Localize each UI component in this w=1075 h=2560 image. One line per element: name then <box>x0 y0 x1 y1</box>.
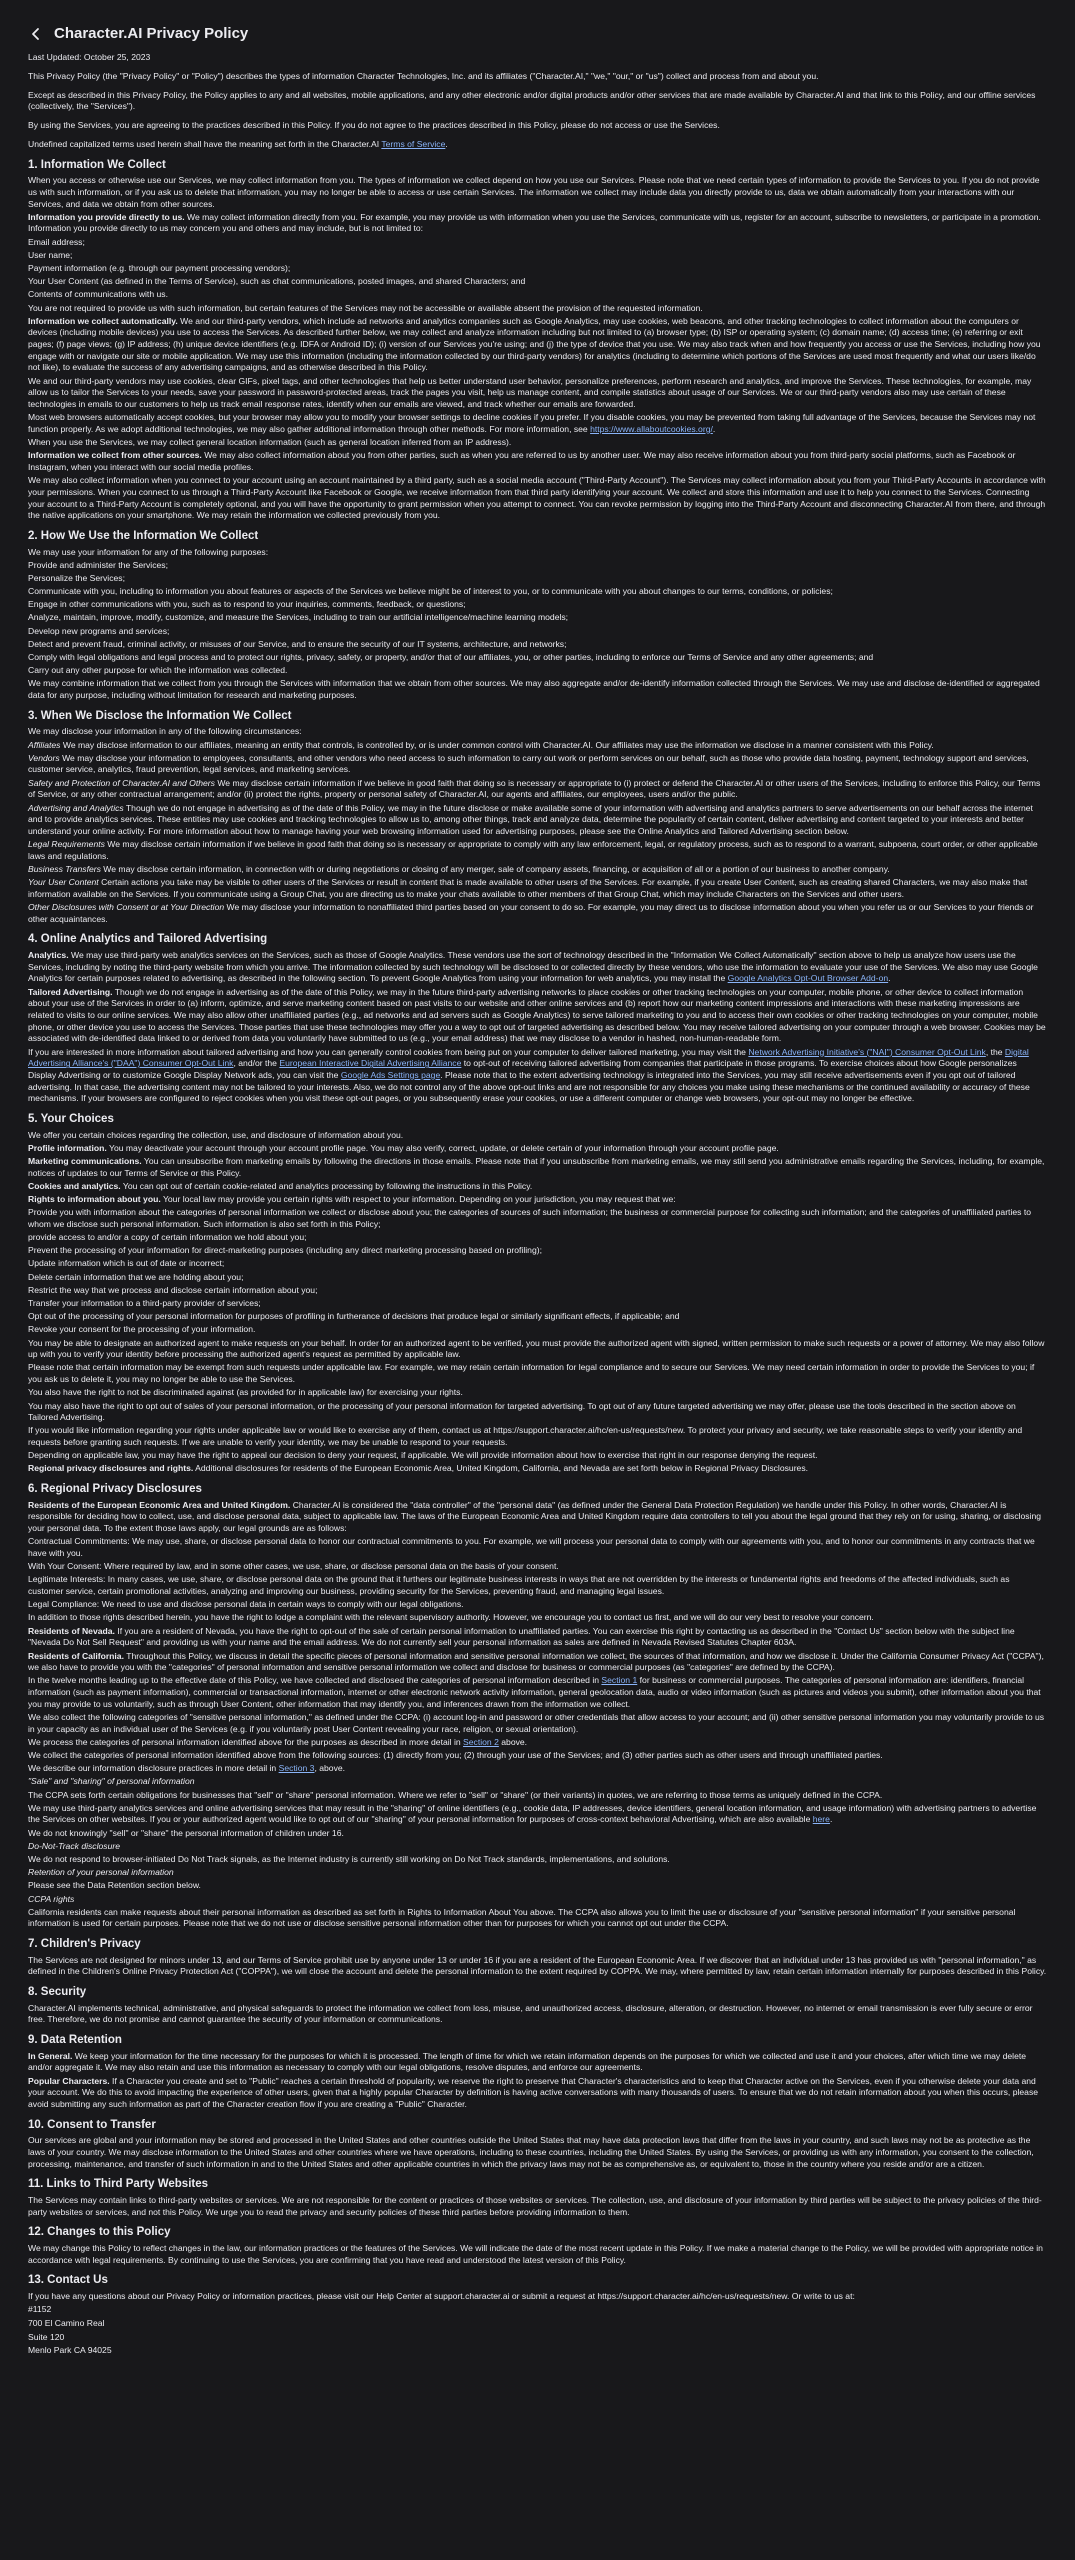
paragraph: If you would like information regarding your rights under applicable law or would like to exercise any of them, contact us at https://support.character.ai/hc/en-us/requests/new. To protect your privacy and security, we take reasonable steps to verify your identity and requests before granting such requests. If we are unable to verify your identity, we may be unable to respond to your requests. <box>28 1425 1023 1448</box>
paragraph: Information you provide directly to us. We may collect information directly from you. For example, you may provide us with information when you use the Services, communicate with us, register for an account, subscribe to newsletters, or participate in a promotion. Information you provide directly to us may concern you and others and may include, but is not limited to: <box>28 211 1041 234</box>
list-item: User name; <box>28 249 73 260</box>
paragraph: Information we collect from other sources. We may also collect information about you from other parties, such as when you are referred to us by another user. We may also receive information about you from third-party social platforms, such as Facebook or Instagram, when you interact with our social media profiles. <box>28 450 1016 472</box>
paragraph: California residents can make requests about their personal information as described as set forth in Rights to Information About You above. The CCPA also allows you to limit the use or disclosure of your "sensitive personal information" if your sensitive personal information is used for certain purposes. Please note that we do not use or disclose sensitive personal information other than for purposes for which you cannot opt out under the CCPA. <box>28 1906 1016 1929</box>
list-item: provide access to and/or a copy of certain information we hold about you; <box>28 1232 307 1243</box>
list-item: Analyze, maintain, improve, modify, customize, and measure the Services, including to train our artificial intelligence/machine learning models; <box>28 612 569 623</box>
paragraph: Vendors We may disclose your information to employees, consultants, and other vendors who need access to such information to carry out work or perform services on our behalf, such as those who provide data hosting, payment, technology support and services, customer service, analytics, fraud prevention, legal services, and marketing services. <box>28 752 1029 775</box>
list-item: Provide and administer the Services; <box>28 559 168 570</box>
paragraph: Popular Characters. If a Character you create and set to "Public" reaches a certain threshold of popularity, we reserve the right to preserve that Character's characteristics and to keep that Character active on the Services, even if you otherwise delete your data and your account. We do this to avoid impacting the experience of other users, given that a highly popular Character by definition is having active conversations with many thousands of users. To ensure that we do not retain information about you when this occurs, please avoid submitting any such information as part of the Character creation flow if you are creating a "Public" Character. <box>28 2075 1039 2110</box>
paragraph: The Services are not designed for minors under 13, and our Terms of Service prohibit use by anyone under 13 or under 16 if you are a resident of the European Economic Area. If we discover that an individual under 13 has provided us with "personal information," as defined in the Children's Online Privacy Protection Act ("COPPA"), we will close the account and delete the personal information to the extent required by COPPA. We may, where permitted by law, retain certain information internally for purposes described in this Policy. <box>28 1954 1047 1977</box>
paragraph: Analytics. We may use third-party web analytics services on the Services, such as those of Google Analytics. These vendors use the sort of technology described in the "Information We Collect Automatically" section above to help us analyze how users use the Services, including by noting the third-party website from which you arrive. The information collected by such technology will be disclosed to or collected directly by these vendors, who use the information to evaluate your use of the Services. We also may use Google Analytics for certain purposes related to advertising, as described in the following section. To prevent Google Analytics from using your information for web analytics, you may install the Google Analytics Opt-Out Browser Add-on. <box>28 950 1038 984</box>
paragraph: The CCPA sets forth certain obligations for businesses that "sell" or "share" personal information. Where we refer to "sell" or "share" (or their variants) in quotes, we are referring to those terms as uniquely defined in the CCPA. <box>28 1789 883 1800</box>
paragraph: When you access or otherwise use our Services, we may collect information from you. The types of information we collect depend on how you use our Services. Please note that we need certain types of information to provide the Services to you. If you do not provide us with such information, or if you ask us to delete that information, you may no longer be able to access or use certain Services. The information we collect may include data you directly provide to us, data we obtain automatically from your interactions with our Services, and data we obtain from other sources. <box>28 175 1040 209</box>
section-heading: 12. Changes to this Policy <box>28 2226 171 2239</box>
paragraph: Safety and Protection of Character.AI and Others We may disclose certain information if we believe in good faith that doing so is necessary or appropriate to (i) protect or defend the Character.AI or other users of the Services, including to enforce this Policy, our Terms of Service, or any other contractual arrangement; and/or (ii) protect the rights, property or personal safety of Character.AI, our agents and affiliates, our employees, users and/or the public. <box>28 777 1041 800</box>
section-heading: 1. Information We Collect <box>28 158 166 171</box>
paragraph: Legal Compliance: We need to use and disclose personal data in certain ways to comply with our legal obligations. <box>28 1599 464 1610</box>
list-item: Transfer your information to a third-party provider of services; <box>28 1298 261 1309</box>
paragraph: Marketing communications. You can unsubscribe from marketing emails by following the directions in those emails. Please note that if you unsubscribe from marketing emails, we may still send you administrative emails regarding the Services, including, for example, notices of updates to our Terms of Service or this Policy. <box>28 1155 1045 1178</box>
section-2-link[interactable]: Section 2 <box>463 1736 499 1747</box>
paragraph: With Your Consent: Where required by law, and in some other cases, we use, share, or disclose personal data on the basis of your consent. <box>28 1561 559 1572</box>
paragraph: In the twelve months leading up to the effective date of this Policy, we have collected and disclosed the categories of personal information described in Section 1 for business or commercial purposes. The categories of personal information are: identifiers, financial information (such as payment information), commercial or transactional information, internet or other electronic network activity information, general geolocation data, audio or video information (such as pictures and videos you submit), other information about you that you may provide to us voluntarily, such as through User Content, other information that may identify you, and inferences drawn from the information we collect. <box>28 1675 1041 1709</box>
list-item: Carry out any other purpose for which the information was collected. <box>28 665 288 676</box>
paragraph: We describe our information disclosure practices in more detail in Section 3, above. <box>28 1763 346 1774</box>
section-heading: 3. When We Disclose the Information We Collect <box>28 709 292 722</box>
paragraph: Legal Requirements We may disclose certain information if we believe in good faith that doing so is necessary or appropriate to comply with any law enforcement, legal, or regulatory process, such as to respond to a warrant, subpoena, court order, or other applicable laws and regulations. <box>28 839 1038 861</box>
list-item: Detect and prevent fraud, criminal activity, or misuses of our Service, and to ensure the security of our IT systems, architecture, and networks; <box>28 638 567 649</box>
google-ads-settings-link[interactable]: Google Ads Settings page <box>340 1069 441 1080</box>
paragraph: Please see the Data Retention section below. <box>28 1880 201 1891</box>
edaa-link[interactable]: European Interactive Digital Advertising Alliance <box>279 1058 462 1069</box>
paragraph: Profile information. You may deactivate your account through your account profile page. You may also verify, correct, update, or delete certain of your information through your account profile page. <box>28 1142 779 1153</box>
paragraph: Other Disclosures with Consent or at Your Direction We may disclose your information to nonaffiliated third parties based on your consent to do so. For example, you may direct us to disclose information about you when you refer us or our Services to your friends or other acquaintances. <box>28 902 1034 924</box>
paragraph: We do not respond to browser-initiated Do Not Track signals, as the Internet industry is currently still working on Do Not Track standards, implementations, and solutions. <box>28 1854 670 1865</box>
list-item: Email address; <box>28 236 85 247</box>
opt-out-here-link[interactable]: here <box>812 1814 830 1825</box>
paragraph: We may change this Policy to reflect changes in the law, our information practices or the features of the Services. We will indicate the date of the most recent update in this Policy. If we make a material change to the Policy, we will be provided with appropriate notice in accordance with legal requirements. By continuing to use the Services, you are confirming that you have read and understood the latest version of this Policy. <box>28 2243 1043 2265</box>
section-heading: 4. Online Analytics and Tailored Advertising <box>28 933 268 946</box>
paragraph: You may be able to designate an authorized agent to make requests on your behalf. In order for an authorized agent to be verified, you must provide the authorized agent with signed, written permission to make such requests or a power of attorney. We may also follow up with you to verify your identity before processing the authorized agent's request as permitted by applicable law. <box>28 1337 1045 1360</box>
paragraph: Residents of California. Throughout this Policy, we discuss in detail the specific pieces of personal information and sensitive personal information we collect, the sources of that information, and how we disclose it. Under the California Consumer Privacy Act ("CCPA"), we also have to provide you with the "categories" of personal information and sensitive personal information we collect and disclose for business or commercial purposes (as "categories" are defined by the CCPA). <box>28 1650 1044 1673</box>
section-heading: 11. Links to Third Party Websites <box>28 2178 209 2191</box>
section-heading: 2. How We Use the Information We Collect <box>28 529 259 542</box>
arrow-left-icon[interactable] <box>28 26 44 42</box>
paragraph: Business Transfers We may disclose certain information, in connection with or during negotiations or closing of any merger, sale of company assets, financing, or acquisition of all or a portion of our business to another company. <box>28 863 890 874</box>
section-heading: 9. Data Retention <box>28 2034 122 2047</box>
paragraph: Advertising and Analytics Though we do not engage in advertising as of the date of this Policy, we may in the future disclose or make available some of your information with advertising and analytics partners to serve advertisements on our behalf across the internet and to provide analytics services. These entities may use cookies and tracking technologies to allow us to, among other things, track and analyze data, determine the popularity of certain content, deliver advertising and content targeted to your interests and better understand your online activity. For more information about how to manage having your web browsing information used for advertising purposes, please see the Online Analytics and Tailored Advertising section below. <box>28 802 1033 836</box>
allaboutcookies-link[interactable]: https://www.allaboutcookies.org/ <box>590 423 713 434</box>
paragraph: Cookies and analytics. You can opt out of certain cookie-related and analytics processing by following the instructions in this Policy. <box>28 1180 533 1191</box>
paragraph: We may also collect information when you connect to your account using an account maintained by a third party, such as a social media account ("Third-Party Account"). The Services may collect information about you from your Third-Party Accounts in accordance with your permissions. When you connect to us through a Third-Party Account like Facebook or Google, we receive information from that third party identifying your account. We collect and store this information and use it to help you connect to the Services. Connecting your account to a Third-Party Account is completely optional, and you will have the opportunity to grant permission when you attempt to connect. You can revoke permission by logging into the Third-Party Account and disconnecting Character.AI from there, and through the native applications on your smartphone. We may retain the information we collected previously from you. <box>28 475 1046 521</box>
paragraph: We do not knowingly "sell" or "share" the personal information of children under 16. <box>28 1827 344 1838</box>
address-line: #1152 <box>28 2304 52 2315</box>
paragraph: You are not required to provide us with such information, but certain features of the Services may not be accessible or available absent the provision of the requested information. <box>28 302 703 313</box>
list-item: Opt out of the processing of your personal information for purposes of profiling in furtherance of decisions that produce legal or similarly significant effects, if applicable; and <box>28 1311 680 1322</box>
address-line: Suite 120 <box>28 2331 65 2342</box>
paragraph: Contractual Commitments: We may use, share, or disclose personal data to honor our contractual commitments to you. For example, we will process your personal data to comply with our agreements with you, and to honor our commitments in any contracts that we have with you. <box>28 1536 1035 1559</box>
list-item: Prevent the processing of your information for direct-marketing purposes (including any direct marketing processing based on profiling); <box>28 1245 542 1256</box>
paragraph: We may disclose your information in any of the following circumstances: <box>28 726 302 737</box>
subheading: Retention of your personal information <box>28 1867 174 1878</box>
list-item: Revoke your consent for the processing of your information. <box>28 1324 256 1335</box>
paragraph: The Services may contain links to third-party websites or services. We are not responsible for the content or practices of those websites or services. The collection, use, and disclosure of your information by third parties will be subject to the privacy policies of the third-party websites or services, and not this Policy. We urge you to read the privacy and security policies of these third parties before providing information to them. <box>28 2195 1042 2217</box>
paragraph: Most web browsers automatically accept cookies, but your browser may allow you to modify your browser settings to decline cookies if you prefer. If you disable cookies, you may be prevented from taking full advantage of the Services, because the Services may not function properly. As we adopt additional technologies, we may also gather additional information through other methods. For more information, see https://www.allaboutcookies.org/. <box>28 412 1036 434</box>
paragraph: Our services are global and your information may be stored and processed in the United States and other countries outside the United States that may have data protection laws that differ from the laws in your country, and such laws may not be as protective as the laws of your country. We may disclose information to the United States and other countries where we have operations, including to these countries, including the United States. By using the Services, or providing us with any information, you consent to the collection, processing, maintenance, and transfer of such information in and to the United States and other applicable countries in which the privacy laws may not be as comprehensive as, or equivalent to, those in the country where you reside and/or are a citizen. <box>28 2135 1034 2169</box>
paragraph: You also have the right to not be discriminated against (as provided for in applicable law) for exercising your rights. <box>28 1387 463 1398</box>
paragraph: Residents of the European Economic Area and United Kingdom. Character.AI is considered the "data controller" of the "personal data" (as defined under the General Data Protection Regulation) we handle under this Policy. In other words, Character.AI is responsible for deciding how to collect, use, and disclose personal data, subject to applicable law. The laws of the European Economic Area and United Kingdom require data controllers to tell you about the legal ground that they rely on for using, sharing, or disclosing your personal data. To the extent those laws apply, our legal grounds are as follows: <box>28 1499 1042 1534</box>
terms-of-service-link[interactable]: Terms of Service <box>381 138 446 149</box>
paragraph: In addition to those rights described herein, you have the right to lodge a complaint with the relevant supervisory authority. However, we encourage you to contact us first, and we will do our very best to resolve your concern. <box>28 1612 874 1623</box>
paragraph: Your User Content Certain actions you take may be visible to other users of the Services or result in content that is made available to other users of the Services. For example, if you create User Content, such as creating shared Characters, we may also make that information available on the Services. If you communicate using a Group Chat, you are directing us to make your chats available to other members of that Group Chat, which may include Characters on the Services and other users. <box>28 877 1028 899</box>
section-3-link[interactable]: Section 3 <box>278 1763 315 1774</box>
paragraph: Regional privacy disclosures and rights. Additional disclosures for residents of the European Economic Area, United Kingdom, California, and Nevada are set forth below in Regional Privacy Disclosures. <box>28 1463 809 1474</box>
list-item: Contents of communications with us. <box>28 289 168 300</box>
list-item: Payment information (e.g. through our payment processing vendors); <box>28 262 291 273</box>
nai-opt-out-link[interactable]: Network Advertising Initiative's ("NAI") Consumer Opt-Out Link <box>748 1046 986 1057</box>
paragraph: We also collect the following categories of "sensitive personal information," as defined under the CCPA: (i) account log-in and password or other credentials that allow access to your account; and (ii) other sensitive personal information you may voluntarily provide to us in your capacity as an individual user of the Services (e.g. if you voluntarily post User Content revealing your race, religion, or sexual orientation). <box>28 1711 1045 1734</box>
paragraph: We process the categories of personal information identified above for the purposes as described in more detail in Section 2 above. <box>28 1736 528 1747</box>
paragraph: Character.AI implements technical, administrative, and physical safeguards to protect the information we collect from loss, misuse, and unauthorized access, disclosure, alteration, or destruction. However, no internet or email transmission is ever fully secure or error free. Therefore, we do not promise and cannot guarantee the security of your information or communications. <box>28 2002 1033 2025</box>
list-item: Communicate with you, including to information you about features or aspects of the Services we believe might be of interest to you, or to communicate with you about changes to our terms, conditions, or policies; <box>28 586 833 597</box>
list-item: Engage in other communications with you, such as to respond to your inquiries, comments, feedback, or questions; <box>28 599 466 610</box>
paragraph: We and our third-party vendors may use cookies, clear GIFs, pixel tags, and other technologies that help us better understand user behavior, personalize preferences, perform research and analytics, and improve the Services. These technologies, for example, may allow us to tailor the Services to your needs, save your password in password-protected areas, track the pages you visit, help us manage content, and compile statistics about usage of our Services. We or our third-party vendors also may use certain of these technologies in emails to our customers to help us track email response rates, identify when our emails are viewed, and track whether our emails are forwarded. <box>28 375 1032 410</box>
section-1-link[interactable]: Section 1 <box>601 1675 638 1686</box>
section-heading: 10. Consent to Transfer <box>28 2118 156 2131</box>
subheading: CCPA rights <box>28 1893 75 1904</box>
paragraph: Affiliates We may disclose information to our affiliates, meaning an entity that controls, is controlled by, or is under common control with Character.AI. Our affiliates may use the information we disclose in a manner consistent with this Policy. <box>28 739 934 750</box>
paragraph: Residents of Nevada. If you are a resident of Nevada, you have the right to opt-out of the sale of certain personal information to unaffiliated parties. You can exercise this right by contacting us as described in the "Contact Us" section below with the subject line "Nevada Do Not Sell Request" and providing us with your name and the email address. We do not currently sell your personal information as sales are defined in Nevada Revised Statutes Chapter 603A. <box>28 1625 1015 1648</box>
paragraph: Please note that certain information may be exempt from such requests under applicable law. For example, we may retain certain information for legal compliance and to secure our Services. We may need certain information in order to provide the Services to you; if you ask us to delete it, you may no longer be able to use the Services. <box>28 1362 1035 1385</box>
section-heading: 13. Contact Us <box>28 2274 108 2287</box>
subheading: Do-Not-Track disclosure <box>28 1840 121 1851</box>
list-item: Delete certain information that we are holding about you; <box>28 1271 244 1282</box>
paragraph: Legitimate Interests: In many cases, we use, share, or disclose personal data on the ground that it furthers our legitimate business interests in ways that are not overridden by the interests or fundamental rights and freedoms of the affected individuals, such as customer service, certain promotional activities, analyzing and improving our business, providing security for the Services, preventing fraud, and managing legal issues. <box>28 1574 1010 1597</box>
section-heading: 5. Your Choices <box>28 1112 114 1125</box>
paragraph: We offer you certain choices regarding the collection, use, and disclosure of information about you. <box>28 1129 404 1140</box>
paragraph: We may use your information for any of the following purposes: <box>28 546 269 557</box>
daa-opt-out-link[interactable]: Digital Advertising Alliance's ("DAA") Consumer Opt-Out Link <box>28 1046 1029 1069</box>
list-item: Comply with legal obligations and legal process and to protect our rights, privacy, safety, or property, and/or that of our affiliates, you, or other parties, including to enforce our Terms of Service and any other agreements; and <box>28 652 874 663</box>
paragraph: We may use third-party analytics services and online advertising services that may result in the "sharing" of online identifiers (e.g., cookie data, IP addresses, device identifiers, general location information, and usage information) with advertising partners to advertise the Services on other websites. If you or your authorized agent would like to opt out of our "sharing" of your personal information for purposes of cross-context behavioral Advertising, which are also available here. <box>28 1802 1037 1825</box>
paragraph: When you use the Services, we may collect general location information (such as general location inferred from an IP address). <box>28 437 512 448</box>
intro-paragraph: Undefined capitalized terms used herein shall have the meaning set forth in the Character.AI Terms of Service. <box>28 138 448 149</box>
paragraph: If you have any questions about our Privacy Policy or information practices, please visit our Help Center at support.character.ai or submit a request at https://support.character.ai/hc/en-us/requests/new. Or write to us at: <box>28 2291 855 2302</box>
page-header <box>28 24 1047 44</box>
section-heading: 7. Children's Privacy <box>28 1938 141 1951</box>
paragraph: Information we collect automatically. We and our third-party vendors, which include ad networks and analytics companies such as Google Analytics, may use cookies, web beacons, and other tracking technologies to collect information about the computers or devices (including mobile devices) you use to access the Services. As described further below, we may collect and analyze information including but not limited to (a) browser type; (b) ISP or operating system; (c) domain name; (d) access time; (e) referring or exit pages; (f) page views; (g) IP address; (h) unique device identifiers (e.g. IDFA or Android ID); (i) version of our Services you're using; and (j) the type of device that you use. We may also track when and how frequently you access or use the Services, including how you engage with or navigate our site or mobile application. We may use this information (including the information collected by our third-party vendors) for analytics (including to determine which portions of the Services are used most frequently and what our users like/do not like), to evaluate the success of any advertising campaigns, and as otherwise described in this Policy. <box>28 315 1041 373</box>
address-line: Menlo Park CA 94025 <box>28 2345 112 2356</box>
list-item: Develop new programs and services; <box>28 625 170 636</box>
section-heading: 6. Regional Privacy Disclosures <box>28 1483 202 1496</box>
paragraph: In General. We keep your information for the time necessary for the purposes for which it is processed. The length of time for which we retain information depends on the purposes for which we collected and use it and your choices, after which time we may delete and/or aggregate it. We may also retain and use this information as necessary to comply with our legal obligations, resolve disputes, and enforce our agreements. <box>28 2050 1027 2073</box>
mailing-address <box>28 2304 1047 2357</box>
list-item: Provide you with information about the categories of personal information we collect or disclose about you; the categories of sources of such information; the business or commercial purpose for collecting such information; and the categories of unaffiliated parties to whom we disclose such personal information. Such information is also set forth in this Policy; <box>28 1207 1031 1229</box>
intro-paragraph: Except as described in this Privacy Policy, the Policy applies to any and all websites, mobile applications, and any other electronic and/or digital products and/or other services that are made available by Character.AI and that link to this Policy, and our offline services (collectively, the "Services"). <box>28 89 1036 112</box>
paragraph: You may also have the right to opt out of sales of your personal information, or the processing of your personal information for targeted advertising. To opt out of any future targeted advertising we may offer, please use the tools described in the section above on Tailored Advertising. <box>28 1400 1016 1423</box>
paragraph: Tailored Advertising. Though we do not engage in advertising as of the date of this Policy, we may in the future third-party advertising networks to place cookies or other tracking technologies on your computer, mobile phone, or other device to collect information about your use of the Services in order to (a) inform, optimize, and serve marketing content based on past visits to our website and other online services and (b) report how our marketing content impressions and interactions with these marketing impressions are related to visits to our online services. We may also allow other unaffiliated parties (e.g., ad networks and ad servers such as Google Analytics) to serve tailored marketing to you and to access their own cookies or other tracking technologies on your computer, mobile phone, or other device you use to access the Services. Those parties that use these technologies may offer you a way to opt out of targeted advertising as described below. You may receive tailored advertising on your computer through a web browser. Cookies may be associated with de-identified data linked to or derived from data you voluntarily have submitted to us (e.g., your email address) that we may disclose to a vendor in hashed, non-human-readable form. <box>28 986 1046 1044</box>
intro-paragraph: This Privacy Policy (the "Privacy Policy" or "Policy") describes the types of information Character Technologies, Inc. and its affiliates ("Character.AI," "we," "our," or "us") collect and process from and about you. <box>28 71 819 82</box>
intro-paragraph: By using the Services, you are agreeing to the practices described in this Policy. If you do not agree to the practices described in this Policy, please do not access or use the Services. <box>28 120 720 131</box>
paragraph: We may combine information that we collect from you through the Services with information that we obtain from other sources. We may also aggregate and/or de-identify information collected through the Services. We may use and disclose de-identified or aggregated data for any purpose, including without limitation for research and marketing purposes. <box>28 678 1040 701</box>
google-analytics-opt-out-link[interactable]: Google Analytics Opt-Out Browser Add-on <box>727 973 889 984</box>
paragraph: We collect the categories of personal information identified above from the following sources: (1) directly from you; (2) through your use of the Services; and (3) other parties such as other users and through unaffiliated parties. <box>28 1750 883 1761</box>
paragraph: If you are interested in more information about tailored advertising and how you can generally control cookies from being put on your computer to deliver tailored marketing, you may visit the Network Advertising Initiative's ("NAI") Consumer Opt-Out Link, the Digital Advertising Alliance's ("DAA") Consumer Opt-Out Link, and/or the European Interactive Digital Advertising Alliance to opt-out of receiving tailored advertising from companies that participate in those programs. To exercise choices about how Google personalizes Display Advertising or to customize Google Display Network ads, you can visit the Google Ads Settings page. Please note that to the extent advertising technology is integrated into the Services, you may still receive advertisements even if you opt out of tailored advertising. In that case, the advertising content may not be tailored to your interests. Also, we do not control any of the above opt-out links and are not responsible for any choices you make using these mechanisms or the continued availability or accuracy of these mechanisms. If your browsers are configured to reject cookies when you visit these opt-out pages, or you subsequently erase your cookies, or use a different computer or change web browsers, your opt-out may no longer be effective. <box>28 1046 1030 1104</box>
section-heading: 8. Security <box>28 1986 87 1999</box>
list-item: Personalize the Services; <box>28 572 125 583</box>
subheading: "Sale" and "sharing" of personal information <box>28 1776 195 1787</box>
page-title: Character.AI Privacy Policy <box>54 25 249 42</box>
paragraph: Rights to information about you. Your local law may provide you certain rights with respect to your information. Depending on your jurisdiction, you may request that we: <box>28 1194 676 1205</box>
list-item: Update information which is out of date or incorrect; <box>28 1258 225 1269</box>
list-item: Your User Content (as defined in the Terms of Service), such as chat communications, posted images, and shared Characters; and <box>28 276 526 287</box>
paragraph: Depending on applicable law, you may have the right to appeal our decision to deny your request, if applicable. We will provide information about how to exercise that right in our response denying the request. <box>28 1450 818 1461</box>
address-line: 700 El Camino Real <box>28 2317 105 2328</box>
last-updated: Last Updated: October 25, 2023 <box>28 52 151 63</box>
list-item: Restrict the way that we process and disclose certain information about you; <box>28 1284 318 1295</box>
